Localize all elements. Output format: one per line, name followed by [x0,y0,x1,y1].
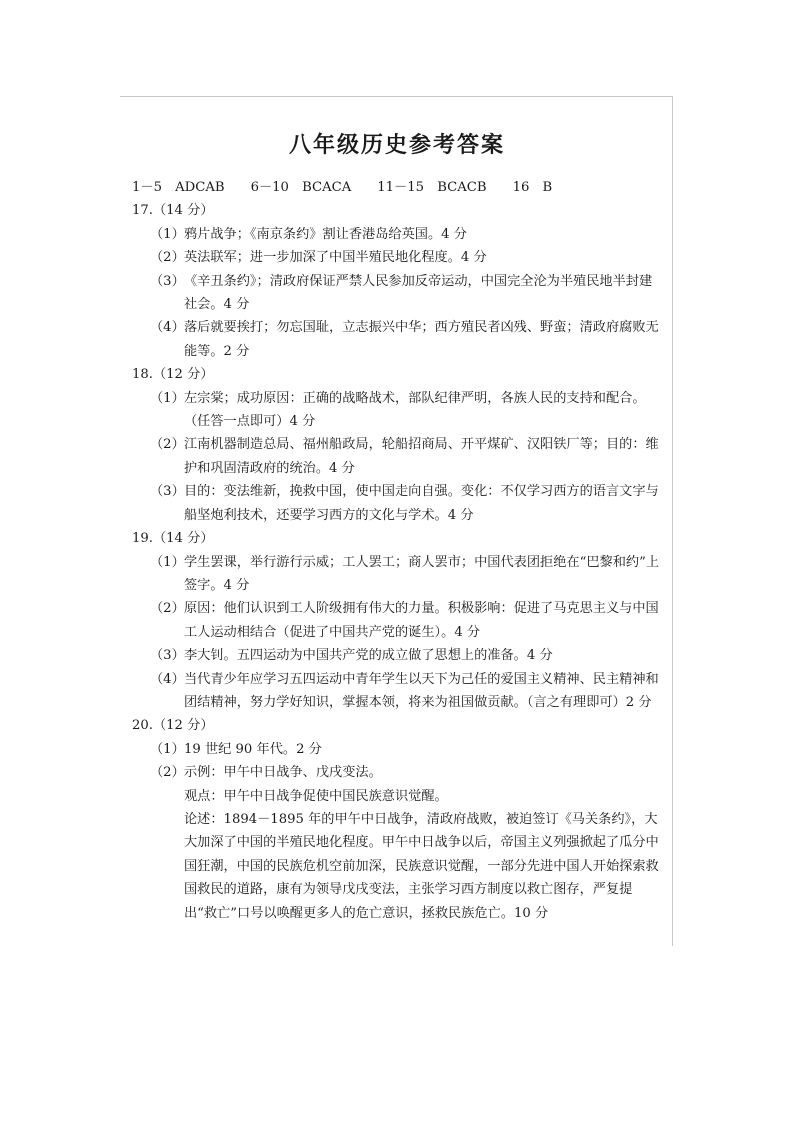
q19-item-2 [132,597,662,644]
q20-argument: 论述：1894－1895 年的甲午中日战争，清政府战败，被迫签订《马关条约》，大大加深了中国的半殖民地化程度。甲午中日战争以后，帝国主义列强掀起了瓜分中国狂潮，中国的民族危机空前加深，民族意识觉醒，一部分先进中国人开始探索救国救民的道路，康有为领导戊戌变法，主张学习西方制度以救亡图存，严复提出“救亡”口号以唤醒更多人的危亡意识，拯救民族危亡。10 分 [184,811,659,921]
q18-item-2 [132,433,662,480]
q19-item-1 [132,551,662,598]
question-20-heading: 20.（12 分） [132,718,214,734]
item-text: 目的：变法维新，挽救中国，使中国走向自强。变化：不仅学习西方的语言文字与船坚炮利技术，还要学习西方的文化与学术。4 分 [184,484,659,523]
q19-item-3 [132,644,662,667]
item-number: （4） [150,320,185,336]
page-border-top [120,96,673,97]
q17-item-2 [132,246,662,269]
item-text: 江南机器制造总局、福州船政局，轮船招商局、开平煤矿、汉阳铁厂等；目的：维护和巩固清政府的统治。4 分 [184,437,659,476]
q20-viewpoint: 观点：甲午中日战争促使中国民族意识觉醒。 [184,788,448,804]
item-number: （3） [150,273,185,289]
page-border-right [672,96,673,946]
item-number: （3） [150,648,185,664]
item-number: （2） [150,437,185,453]
item-text: 鸦片战争；《南京条约》割让香港岛给英国。4 分 [184,226,467,242]
item-text: 落后就要挨打；勿忘国耻，立志振兴中华；西方殖民者凶残、野蛮；清政府腐败无能等。2 分 [184,320,659,359]
q20-item-1 [132,738,662,761]
item-text: 原因：他们认识到工人阶级拥有伟大的力量。积极影响：促进了马克思主义与中国工人运动相结合（促进了中国共产党的诞生）。4 分 [184,601,659,640]
item-text: 李大钊。五四运动为中国共产党的成立做了思想上的准备。4 分 [184,648,553,664]
question-19-heading: 19.（14 分） [132,531,214,547]
item-text: 英法联军；进一步加深了中国半殖民地化程度。4 分 [184,250,487,266]
q19-item-4 [132,668,662,715]
answer-content [132,176,662,925]
q17-item-3 [132,270,662,317]
item-number: （1） [150,390,185,406]
item-number: （3） [150,484,185,500]
mc-group-2: 6－10 BCACA [250,180,352,195]
item-text: 示例：甲午中日战争、戊戌变法。 [184,765,382,781]
question-17-heading: 17.（14 分） [132,203,214,219]
mc-group-3: 11－15 BCACB [377,180,487,195]
item-number: （1） [150,226,185,242]
page-title: 八年级历史参考答案 [288,133,505,158]
mc-group-1: 1－5 ADCAB [132,180,225,195]
item-number: （2） [150,601,185,617]
item-number: （2） [150,765,185,781]
item-text: 《辛丑条约》；清政府保证严禁人民参加反帝运动，中国完全沦为半殖民地半封建社会。4 分 [184,273,653,313]
q18-item-3 [132,480,662,527]
q18-item-1 [132,387,662,434]
item-text: 19 世纪 90 年代。2 分 [184,741,322,757]
q17-item-4 [132,316,662,363]
item-number: （2） [150,250,185,266]
multiple-choice-answers [132,176,662,199]
item-number: （1） [150,554,185,570]
item-text: 当代青少年应学习五四运动中青年学生以天下为己任的爱国主义精神、民主精神和团结精神，努力学好知识，掌握本领，将来为祖国做贡献。（言之有理即可）2 分 [184,671,659,710]
q17-item-1 [132,223,662,246]
item-number: （4） [150,671,185,687]
item-text: 左宗棠；成功原因：正确的战略战术，部队纪律严明，各族人民的支持和配合。（任答一点即可）4 分 [184,390,646,430]
question-18-heading: 18.（12 分） [132,367,214,383]
q20-item-2 [132,761,662,784]
mc-group-4: 16 B [512,180,553,195]
item-number: （1） [150,741,185,757]
item-text: 学生罢课，举行游行示威；工人罢工；商人罢市；中国代表团拒绝在“巴黎和约”上签字。4 分 [184,554,660,593]
